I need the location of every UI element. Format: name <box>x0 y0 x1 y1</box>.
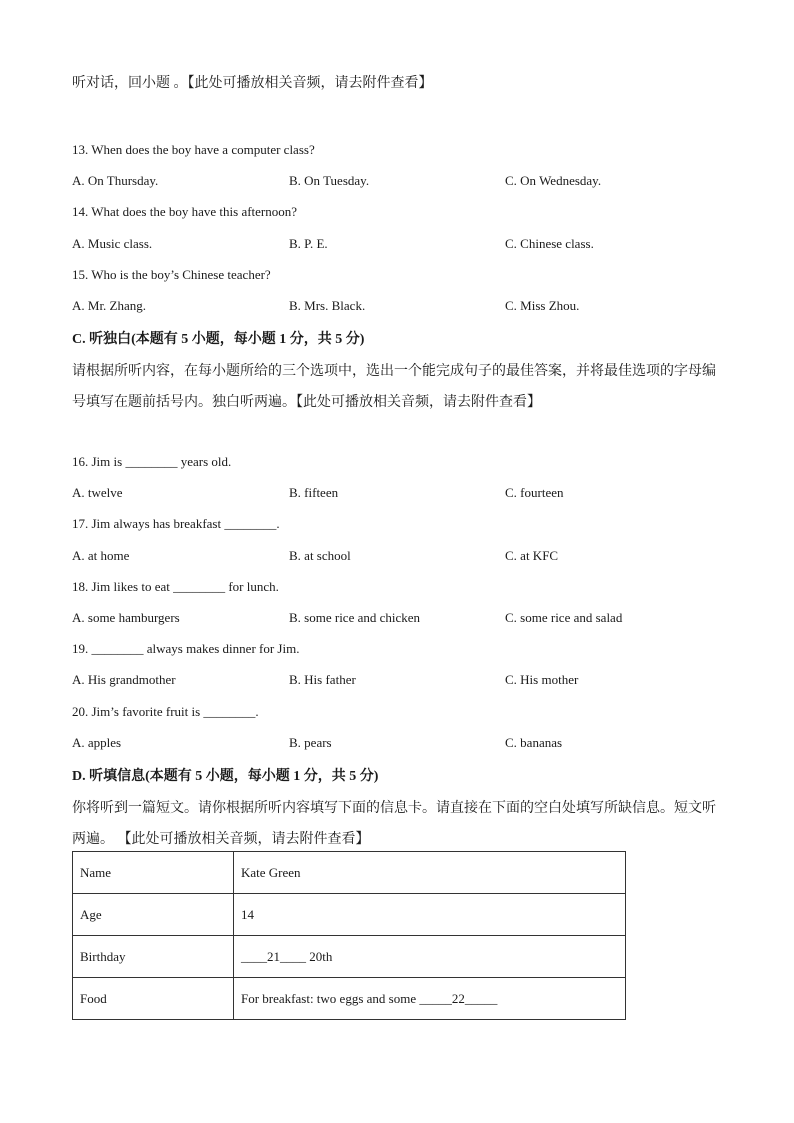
question-13: 13. When does the boy have a computer class? <box>72 142 315 157</box>
section-c-heading: C. 听独白(本题有 5 小题，每小题 1 分，共 5 分) <box>72 332 365 347</box>
section-d-instruction-line1: 你将听到一篇短文。请你根据所听内容填写下面的信息卡。请直接在下面的空白处填写所缺信息。短文听 <box>72 801 716 816</box>
blank-21[interactable]: ____21____ <box>241 948 306 964</box>
q13-option-a: A. On Thursday. <box>72 173 159 188</box>
q15-option-c: C. Miss Zhou. <box>505 298 580 313</box>
question-14: 14. What does the boy have this afternoon? <box>72 204 298 219</box>
question-16: 16. Jim is ________ years old. <box>72 454 232 469</box>
birthday-day: 20th <box>306 948 333 964</box>
q17-option-b: B. at school <box>289 548 351 563</box>
table-row <box>73 936 626 978</box>
info-card-table <box>72 851 626 1020</box>
q15-option-a: A. Mr. Zhang. <box>72 298 147 313</box>
table-row <box>73 978 626 1020</box>
blank-22[interactable]: _____22_____ <box>419 990 498 1006</box>
q13-option-b: B. On Tuesday. <box>289 173 370 188</box>
section-b-instruction: 听对话，回小题 。【此处可播放相关音频，请去附件查看】 <box>72 76 433 91</box>
q18-option-b: B. some rice and chicken <box>289 610 421 625</box>
table-row <box>73 894 626 936</box>
q20-option-a: A. apples <box>72 735 122 750</box>
q16-option-a: A. twelve <box>72 485 123 500</box>
birthday-value <box>234 936 626 978</box>
q16-option-c: C. fourteen <box>505 485 564 500</box>
question-18: 18. Jim likes to eat ________ for lunch. <box>72 579 279 594</box>
q14-option-c: C. Chinese class. <box>505 236 594 251</box>
name-value: Kate Green <box>234 852 626 894</box>
q19-option-c: C. His mother <box>505 672 579 687</box>
q15-option-b: B. Mrs. Black. <box>289 298 366 313</box>
q14-option-a: A. Music class. <box>72 236 153 251</box>
food-prefix: For breakfast: two eggs and some <box>241 990 420 1006</box>
q16-option-b: B. fifteen <box>289 485 339 500</box>
section-c-instruction-line2: 号填写在题前括号内。独白听两遍。【此处可播放相关音频，请去附件查看】 <box>72 395 541 410</box>
q19-option-b: B. His father <box>289 672 356 687</box>
question-15: 15. Who is the boy’s Chinese teacher? <box>72 267 271 282</box>
q20-option-b: B. pears <box>289 735 332 750</box>
section-d-heading: D. 听填信息(本题有 5 小题，每小题 1 分，共 5 分) <box>72 769 379 784</box>
q14-option-b: B. P. E. <box>289 236 328 251</box>
question-17: 17. Jim always has breakfast ________. <box>72 516 280 531</box>
q18-option-c: C. some rice and salad <box>505 610 623 625</box>
q18-option-a: A. some hamburgers <box>72 610 180 625</box>
age-value: 14 <box>234 894 626 936</box>
section-c-instruction-line1: 请根据所听内容，在每小题所给的三个选项中，选出一个能完成句子的最佳答案，并将最佳选项的字母编 <box>72 364 716 379</box>
q20-option-c: C. bananas <box>505 735 563 750</box>
food-value <box>234 978 626 1020</box>
q17-option-a: A. at home <box>72 548 130 563</box>
question-20: 20. Jim’s favorite fruit is ________. <box>72 704 259 719</box>
q17-option-c: C. at KFC <box>505 548 559 563</box>
table-row <box>73 852 626 894</box>
name-label: Name <box>73 852 234 894</box>
food-label: Food <box>73 978 234 1020</box>
q13-option-c: C. On Wednesday. <box>505 173 602 188</box>
q19-option-a: A. His grandmother <box>72 672 176 687</box>
birthday-label: Birthday <box>73 936 234 978</box>
question-19: 19. ________ always makes dinner for Jim. <box>72 641 300 656</box>
section-d-instruction-line2: 两遍。 【此处可播放相关音频，请去附件查看】 <box>72 832 370 847</box>
age-label: Age <box>73 894 234 936</box>
